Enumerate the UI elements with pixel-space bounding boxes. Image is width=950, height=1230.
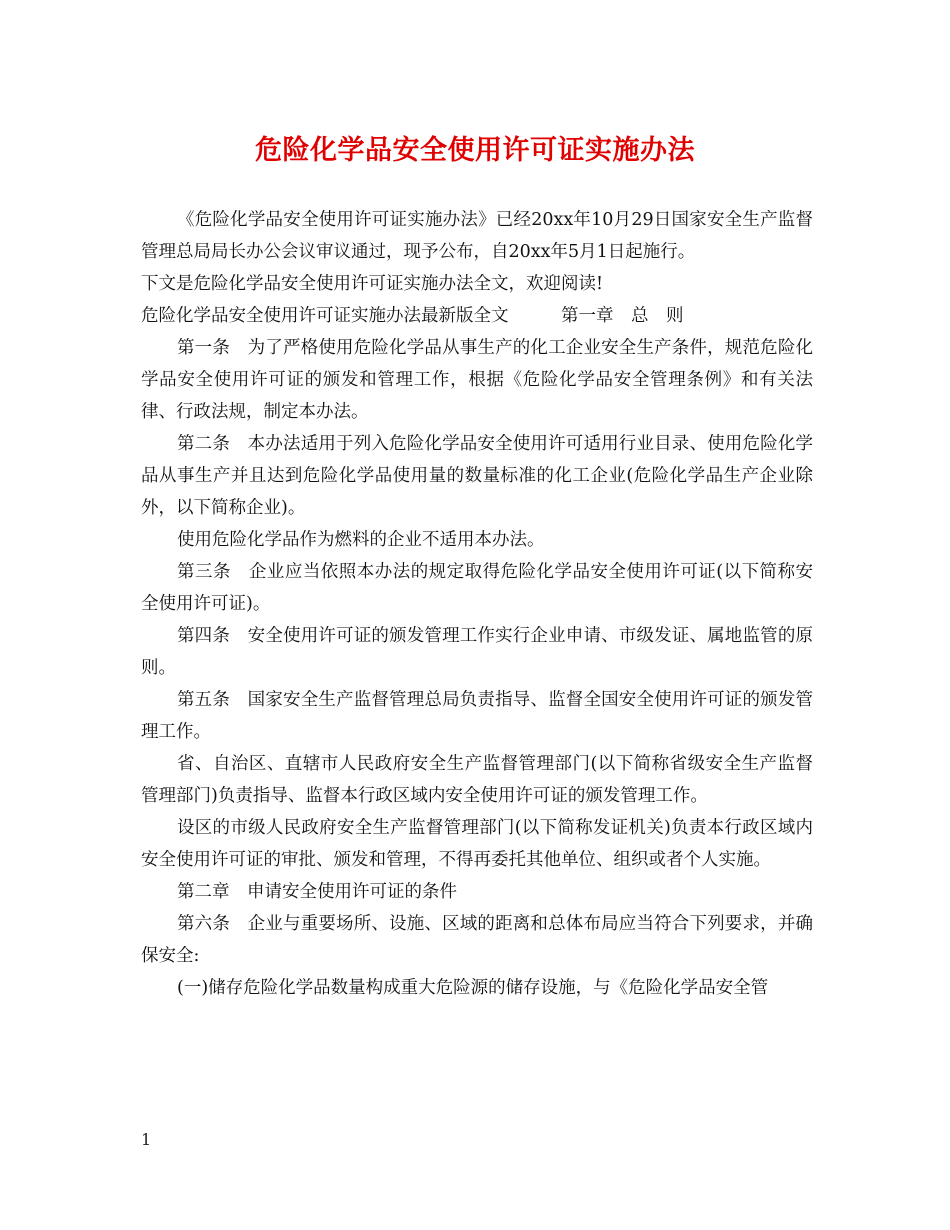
paragraph: 第四条 安全使用许可证的颁发管理工作实行企业申请、市级发证、属地监管的原则。 [141, 626, 813, 678]
page-number: 1 [141, 1130, 152, 1149]
paragraph: 《危险化学品安全使用许可证实施办法》已经20xx年10月29日国家安全生产监督管理总局局长办公会议审议通过，现予公布，自20xx年5月1日起施行。 [141, 210, 813, 262]
paragraph: 第二条 本办法适用于列入危险化学品安全使用许可适用行业目录、使用危险化学品从事生产并且达到危险化学品使用量的数量标准的化工企业(危险化学品生产企业除外，以下简称企业)。 [141, 434, 813, 518]
paragraph: 第三条 企业应当依照本办法的规定取得危险化学品安全使用许可证(以下简称安全使用许可证)。 [141, 562, 813, 614]
paragraph: (一)储存危险化学品数量构成重大危险源的储存设施，与《危险化学品安全管 [177, 978, 769, 998]
paragraph: 第一条 为了严格使用危险化学品从事生产的化工企业安全生产条件，规范危险化学品安全使用许可证的颁发和管理工作，根据《危险化学品安全管理条例》和有关法律、行政法规，制定本办法。 [141, 338, 813, 422]
paragraph: 危险化学品安全使用许可证实施办法最新版全文 第一章 总 则 [141, 306, 684, 326]
document-title: 危险化学品安全使用许可证实施办法 [255, 135, 695, 166]
paragraph: 使用危险化学品作为燃料的企业不适用本办法。 [177, 530, 545, 550]
paragraph: 第六条 企业与重要场所、设施、区域的距离和总体布局应当符合下列要求，并确保安全: [141, 914, 813, 966]
paragraph: 省、自治区、直辖市人民政府安全生产监督管理部门(以下简称省级安全生产监督管理部门)负责指导、监督本行政区域内安全使用许可证的颁发管理工作。 [141, 754, 813, 806]
paragraph: 设区的市级人民政府安全生产监督管理部门(以下简称发证机关)负责本行政区域内安全使用许可证的审批、颁发和管理，不得再委托其他单位、组织或者个人实施。 [141, 818, 813, 870]
chapter-heading: 第二章 申请安全使用许可证的条件 [177, 882, 457, 902]
paragraph: 下文是危险化学品安全使用许可证实施办法全文，欢迎阅读! [141, 274, 604, 294]
document-body [141, 204, 813, 1004]
paragraph: 第五条 国家安全生产监督管理总局负责指导、监督全国安全使用许可证的颁发管理工作。 [141, 690, 813, 742]
